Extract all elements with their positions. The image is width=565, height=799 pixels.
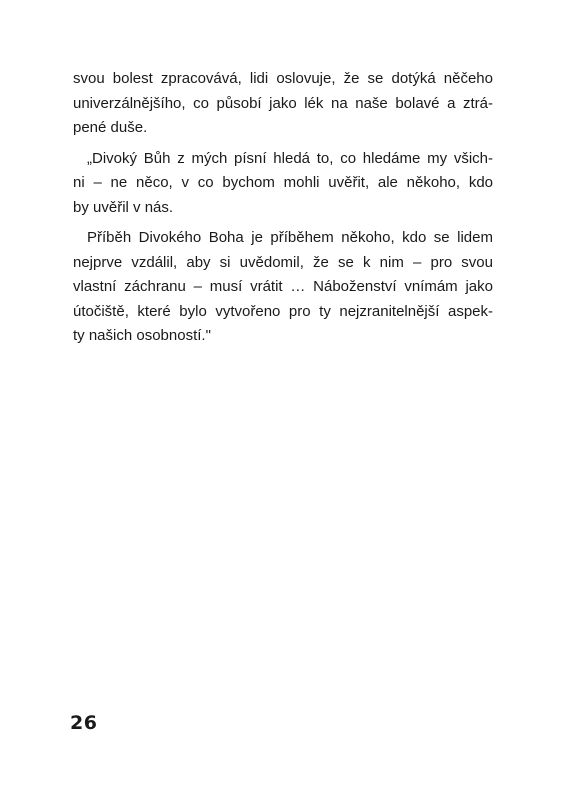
text-line: svou bolest zpracovává, lidi oslovuje, že se dotýká něčeho bbox=[73, 70, 493, 87]
text-line: „Divoký Bůh z mých písní hledá to, co hledáme my všich- bbox=[87, 149, 493, 167]
text-line: by uvěřil v nás. bbox=[73, 198, 174, 216]
text-line: nejprve vzdálil, aby si uvědomil, že se k nim – pro svou bbox=[73, 253, 493, 271]
text-line: útočiště, které bylo vytvořeno pro ty nejzranitelnější aspek- bbox=[73, 302, 493, 320]
text-line: vlastní záchranu – musí vrátit … Náboženství vnímám jako bbox=[73, 278, 493, 295]
body-text bbox=[73, 67, 493, 355]
text-line: univerzálnějšího, co působí jako lék na naše bolavé a ztrá- bbox=[73, 94, 493, 112]
text-line: pené duše. bbox=[73, 119, 148, 136]
paragraph-1 bbox=[73, 67, 493, 141]
text-line: Příběh Divokého Boha je příběhem někoho, kdo se lidem bbox=[87, 229, 493, 246]
paragraph-3 bbox=[73, 226, 493, 349]
paragraph-2 bbox=[73, 147, 493, 221]
page-number: 26 bbox=[70, 712, 98, 734]
text-line: ty našich osobností." bbox=[73, 327, 211, 344]
text-line: ni – ne něco, v co bychom mohli uvěřit, ale někoho, kdo bbox=[73, 174, 493, 191]
